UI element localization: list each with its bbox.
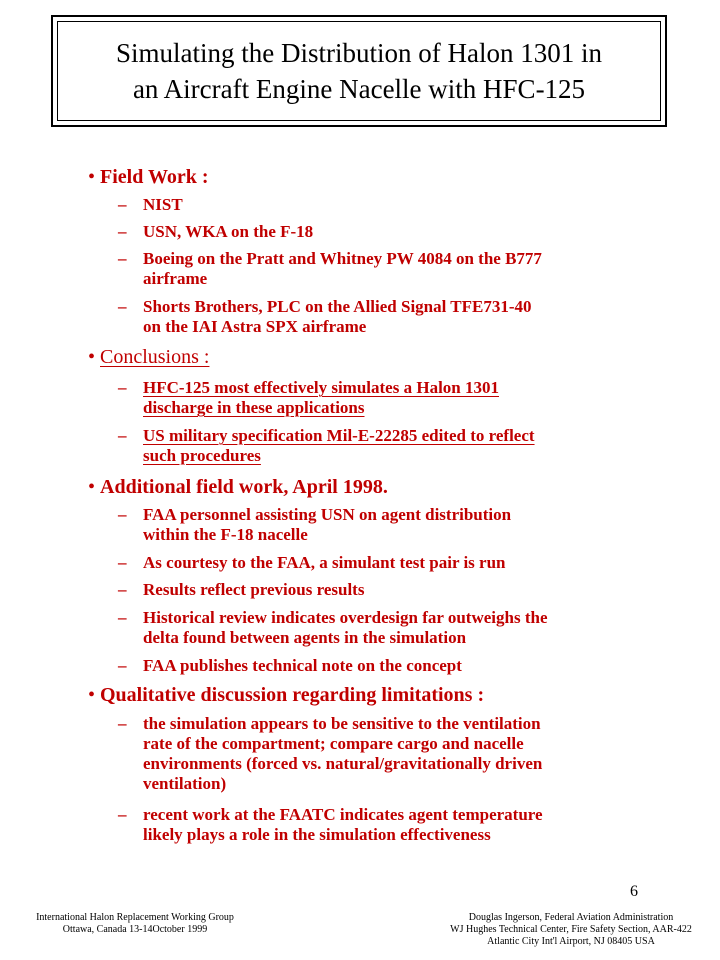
limitation-item: the simulation appears to be sensitive to the ventilation rate of the compartment; compare cargo and nacelle environments (forced vs. natural/gravitationally driven ventilation) bbox=[143, 714, 543, 793]
footer-right-line-3: Atlantic City Int'l Airport, NJ 08405 USA bbox=[487, 936, 655, 947]
dash-marker: – bbox=[118, 378, 127, 397]
slide-title-line-2: an Aircraft Engine Nacelle with HFC-125 bbox=[132, 74, 586, 104]
additional-work-item: FAA personnel assisting USN on agent distribution within the F-18 nacelle bbox=[143, 505, 512, 544]
dash-marker: – bbox=[118, 505, 127, 524]
field-work-item: USN, WKA on the F-18 bbox=[143, 222, 314, 241]
footer-left-line-2: Ottawa, Canada 13-14October 1999 bbox=[62, 924, 208, 935]
section-heading-qualitative-discussion: Qualitative discussion regarding limitations : bbox=[100, 684, 485, 706]
footer-left bbox=[15, 912, 255, 936]
footer-right bbox=[430, 912, 712, 948]
additional-work-item: Historical review indicates overdesign far outweighs the delta found between agents in the simulation bbox=[143, 608, 548, 647]
bullet-dot: • bbox=[88, 346, 96, 368]
footer-right-line-2: WJ Hughes Technical Center, Fire Safety Section, AAR-422 bbox=[450, 924, 692, 935]
dash-marker: – bbox=[118, 580, 127, 599]
dash-marker: – bbox=[118, 297, 127, 316]
dash-marker: – bbox=[118, 714, 127, 733]
dash-marker: – bbox=[118, 195, 127, 214]
additional-work-item: As courtesy to the FAA, a simulant test pair is run bbox=[143, 553, 506, 572]
footer-right-line-1: Douglas Ingerson, Federal Aviation Administration bbox=[468, 912, 674, 923]
conclusion-item: US military specification Mil-E-22285 edited to reflect such procedures bbox=[143, 426, 535, 465]
dash-marker: – bbox=[118, 222, 127, 241]
field-work-item: NIST bbox=[143, 195, 183, 214]
field-work-item: Shorts Brothers, PLC on the Allied Signal TFE731-40 on the IAI Astra SPX airframe bbox=[143, 297, 532, 336]
section-heading-field-work: Field Work : bbox=[100, 166, 209, 188]
bullet-dot: • bbox=[88, 166, 96, 188]
dash-marker: – bbox=[118, 553, 127, 572]
footer-left-line-1: International Halon Replacement Working Group bbox=[36, 912, 234, 923]
dash-marker: – bbox=[118, 608, 127, 627]
additional-work-item: FAA publishes technical note on the concept bbox=[143, 656, 462, 675]
slide-title-line-1: Simulating the Distribution of Halon 1301 in bbox=[116, 38, 602, 68]
limitation-item: recent work at the FAATC indicates agent temperature likely plays a role in the simulation effectiveness bbox=[143, 805, 543, 844]
additional-work-item: Results reflect previous results bbox=[143, 580, 365, 599]
field-work-item: Boeing on the Pratt and Whitney PW 4084 on the B777 airframe bbox=[143, 249, 542, 288]
conclusion-item: HFC-125 most effectively simulates a Halon 1301 discharge in these applications bbox=[143, 378, 499, 417]
section-heading-additional-field-work: Additional field work, April 1998. bbox=[100, 476, 388, 498]
dash-marker: – bbox=[118, 249, 127, 268]
bullet-dot: • bbox=[88, 476, 96, 498]
dash-marker: – bbox=[118, 805, 127, 824]
dash-marker: – bbox=[118, 656, 127, 675]
dash-marker: – bbox=[118, 426, 127, 445]
slide-number: 6 bbox=[630, 883, 638, 900]
section-heading-conclusions: Conclusions : bbox=[100, 346, 210, 368]
bullet-dot: • bbox=[88, 684, 96, 706]
